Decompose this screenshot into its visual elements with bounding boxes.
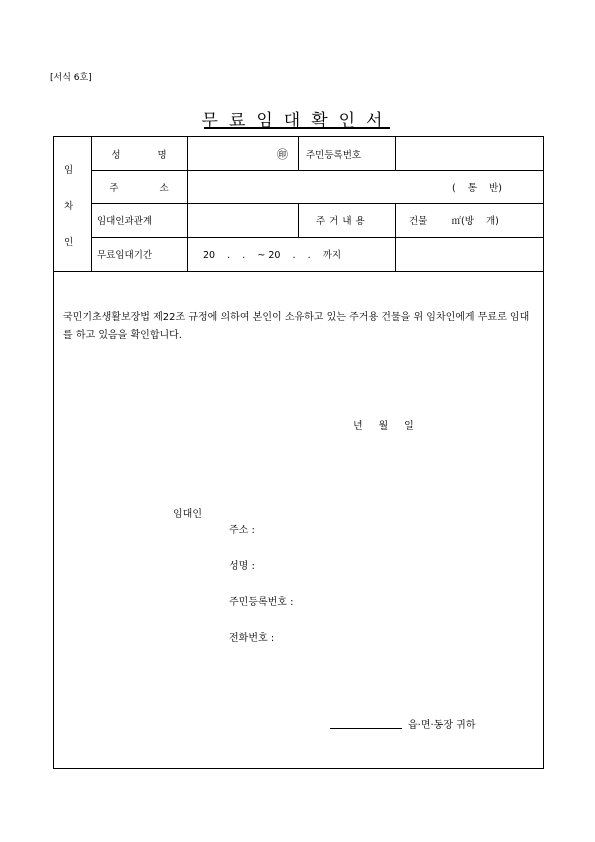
seal-mark: ㊞ (277, 148, 288, 161)
residence-detail: 건물 ㎡(방 개) (409, 216, 499, 227)
landlord-resident-no-label: 주민등록번호 : (229, 597, 294, 608)
landlord-label: 임대인 (173, 509, 202, 520)
address-suffix: ( 통 반) (452, 183, 502, 194)
name-label: 성 명 (111, 150, 167, 161)
landlord-address-label: 주소 : (229, 525, 255, 536)
landlord-name-label: 성명 : (229, 561, 255, 572)
row-divider-2 (91, 203, 544, 204)
table-bottom-line (54, 271, 544, 272)
col-divider-4c (395, 237, 396, 271)
addressee-blank-line (330, 728, 402, 729)
form-number: [서식 6호] (50, 73, 92, 83)
tenant-label-char-1: 임 (64, 165, 74, 176)
form-frame (53, 136, 544, 769)
tenant-label-char-3: 인 (64, 237, 74, 248)
period-value: 20 . . ~ 20 . . 까지 (203, 250, 342, 261)
row-divider-1 (91, 170, 544, 171)
col-divider-3b (298, 203, 299, 237)
statement-text: 국민기초생활보장법 제22조 규정에 의하여 본인이 소유하고 있는 주거용 건물을 위 임차인에게 무료로 임대를 하고 있음을 확인합니다. (63, 312, 530, 341)
landlord-phone-label: 전화번호 : (229, 633, 275, 644)
resident-no-label: 주민등록번호 (306, 150, 362, 161)
row-divider-3 (91, 237, 544, 238)
residence-label: 주거내용 (316, 216, 369, 227)
relation-label: 임대인과관계 (97, 216, 153, 227)
col-divider-2 (187, 137, 188, 271)
document-title: 무료임대확인서 (201, 111, 394, 131)
col-divider-4a (395, 137, 396, 170)
period-label: 무료임대기간 (97, 250, 153, 261)
title-underline (204, 127, 390, 129)
address-label: 주 소 (109, 183, 169, 194)
addressee-text: 읍·면·동장 귀하 (408, 720, 476, 731)
col-divider-3a (298, 137, 299, 170)
col-divider-4b (395, 203, 396, 237)
tenant-label-char-2: 차 (64, 201, 74, 212)
date-line: 년 월 일 (353, 421, 414, 432)
